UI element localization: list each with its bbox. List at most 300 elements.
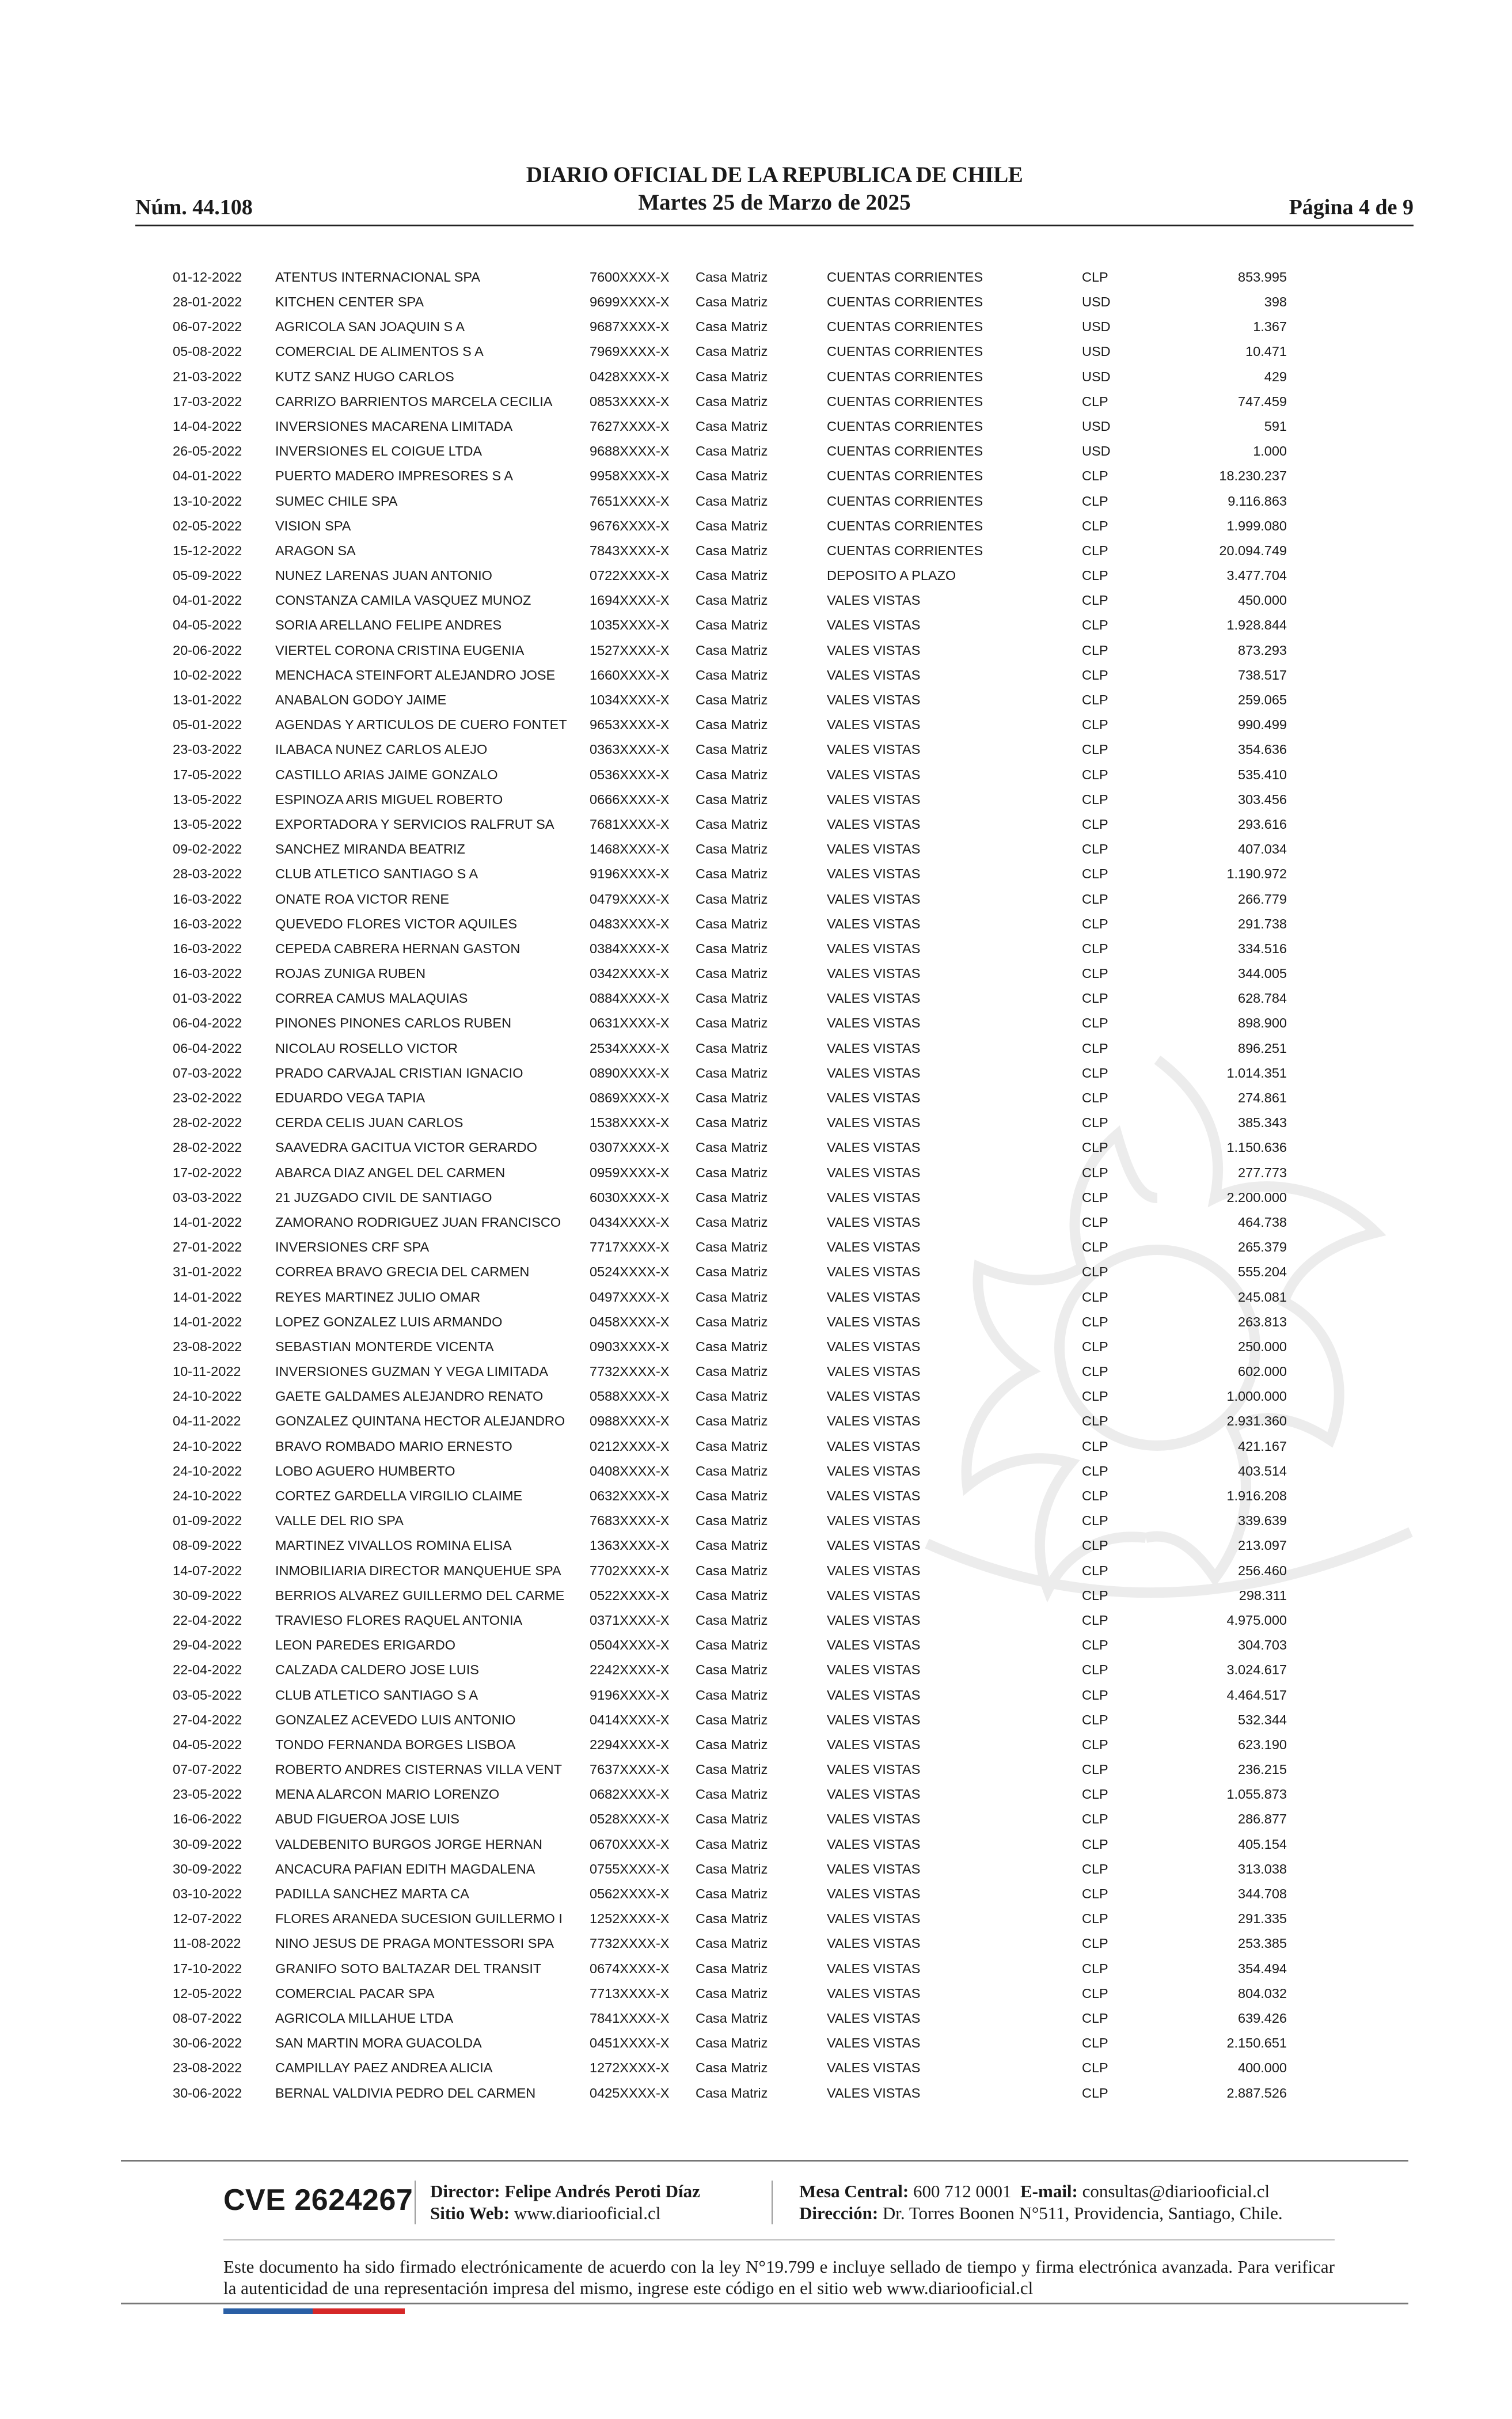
product-type-cell: CUENTAS CORRIENTES — [827, 344, 983, 359]
holder-name-cell: CORTEZ GARDELLA VIRGILIO CLAIME — [275, 1488, 523, 1504]
branch-cell: Casa Matriz — [696, 1289, 768, 1305]
holder-name-cell: LOBO AGUERO HUMBERTO — [275, 1463, 455, 1478]
rut-cell: 0371XXXX-X — [590, 1612, 670, 1628]
table-row — [173, 638, 1287, 663]
rut-cell: 1660XXXX-X — [590, 667, 670, 683]
holder-name-cell: SANCHEZ MIRANDA BEATRIZ — [275, 841, 465, 857]
branch-cell: Casa Matriz — [696, 1015, 768, 1031]
table-row — [173, 1608, 1287, 1633]
table-row — [173, 1882, 1287, 1906]
holder-name-cell: ROBERTO ANDRES CISTERNAS VILLA VENT — [275, 1762, 562, 1777]
product-type-cell: VALES VISTAS — [827, 667, 921, 683]
table-row — [173, 763, 1287, 787]
currency-cell: CLP — [1082, 2035, 1108, 2051]
holder-name-cell: PADILLA SANCHEZ MARTA CA — [275, 1886, 469, 1902]
table-row — [173, 1732, 1287, 1757]
table-row — [173, 738, 1287, 763]
date-cell: 02-05-2022 — [173, 518, 242, 533]
branch-cell: Casa Matriz — [696, 1140, 768, 1155]
table-row — [173, 1583, 1287, 1608]
holder-name-cell: CONSTANZA CAMILA VASQUEZ MUNOZ — [275, 593, 531, 608]
holder-name-cell: CARRIZO BARRIENTOS MARCELA CECILIA — [275, 393, 553, 409]
branch-cell: Casa Matriz — [696, 1762, 768, 1777]
date-cell: 21-03-2022 — [173, 369, 242, 384]
currency-cell: CLP — [1082, 1040, 1108, 1056]
amount-cell: 464.738 — [1238, 1214, 1287, 1230]
rut-cell: 9688XXXX-X — [590, 443, 670, 459]
holder-name-cell: VISION SPA — [275, 518, 351, 533]
header-rule — [135, 225, 1414, 226]
table-row — [173, 1484, 1287, 1508]
table-row — [173, 887, 1287, 912]
date-cell: 30-06-2022 — [173, 2085, 242, 2100]
table-row — [173, 1658, 1287, 1683]
holder-name-cell: MARTINEZ VIVALLOS ROMINA ELISA — [275, 1538, 512, 1553]
product-type-cell: VALES VISTAS — [827, 1687, 921, 1703]
branch-cell: Casa Matriz — [696, 791, 768, 807]
rut-cell: 7683XXXX-X — [590, 1513, 670, 1529]
amount-cell: 429 — [1264, 369, 1287, 384]
table-row — [173, 1708, 1287, 1732]
product-type-cell: CUENTAS CORRIENTES — [827, 294, 983, 310]
table-row — [173, 1086, 1287, 1110]
rut-cell: 0988XXXX-X — [590, 1413, 670, 1429]
holder-name-cell: INVERSIONES CRF SPA — [275, 1239, 430, 1255]
amount-cell: 1.000.000 — [1226, 1389, 1287, 1404]
holder-name-cell: PINONES PINONES CARLOS RUBEN — [275, 1015, 512, 1031]
currency-cell: CLP — [1082, 1712, 1108, 1727]
rut-cell: 9653XXXX-X — [590, 717, 670, 733]
amount-cell: 385.343 — [1238, 1115, 1287, 1131]
amount-cell: 1.055.873 — [1226, 1787, 1287, 1802]
amount-cell: 256.460 — [1238, 1563, 1287, 1578]
rut-cell: 0853XXXX-X — [590, 393, 670, 409]
currency-cell: CLP — [1082, 1787, 1108, 1802]
date-cell: 28-02-2022 — [173, 1140, 242, 1155]
currency-cell: USD — [1082, 443, 1111, 459]
currency-cell: CLP — [1082, 1189, 1108, 1205]
holder-name-cell: SEBASTIAN MONTERDE VICENTA — [275, 1339, 494, 1354]
amount-cell: 623.190 — [1238, 1736, 1287, 1752]
table-row — [173, 613, 1287, 638]
rut-cell: 7637XXXX-X — [590, 1762, 670, 1777]
table-row — [173, 986, 1287, 1011]
currency-cell: CLP — [1082, 1264, 1108, 1280]
amount-cell: 535.410 — [1238, 767, 1287, 782]
date-cell: 17-03-2022 — [173, 393, 242, 409]
amount-cell: 1.150.636 — [1226, 1140, 1287, 1155]
currency-cell: CLP — [1082, 816, 1108, 832]
rut-cell: 0524XXXX-X — [590, 1264, 670, 1280]
amount-cell: 1.014.351 — [1226, 1065, 1287, 1080]
product-type-cell: CUENTAS CORRIENTES — [827, 369, 983, 384]
rut-cell: 7713XXXX-X — [590, 1985, 670, 2001]
rut-cell: 1034XXXX-X — [590, 692, 670, 708]
holder-name-cell: INMOBILIARIA DIRECTOR MANQUEHUE SPA — [275, 1563, 561, 1578]
rut-cell: 1538XXXX-X — [590, 1115, 670, 1131]
currency-cell: CLP — [1082, 1861, 1108, 1876]
mesa-label: Mesa Central: — [799, 2181, 909, 2201]
branch-cell: Casa Matriz — [696, 1214, 768, 1230]
date-cell: 17-10-2022 — [173, 1961, 242, 1976]
holder-name-cell: 21 JUZGADO CIVIL DE SANTIAGO — [275, 1189, 492, 1205]
holder-name-cell: QUEVEDO FLORES VICTOR AQUILES — [275, 916, 518, 931]
branch-cell: Casa Matriz — [696, 1438, 768, 1454]
branch-cell: Casa Matriz — [696, 1065, 768, 1080]
date-cell: 14-01-2022 — [173, 1314, 242, 1329]
holder-name-cell: ZAMORANO RODRIGUEZ JUAN FRANCISCO — [275, 1214, 561, 1230]
holder-name-cell: AGRICOLA SAN JOAQUIN S A — [275, 319, 465, 335]
currency-cell: CLP — [1082, 1090, 1108, 1106]
rut-cell: 0666XXXX-X — [590, 791, 670, 807]
rut-cell: 0212XXXX-X — [590, 1438, 670, 1454]
table-row — [173, 1782, 1287, 1807]
table-row — [173, 563, 1287, 588]
currency-cell: CLP — [1082, 543, 1108, 558]
currency-cell: CLP — [1082, 393, 1108, 409]
currency-cell: CLP — [1082, 891, 1108, 907]
table-row — [173, 2056, 1287, 2081]
email-label: E-mail: — [1020, 2181, 1078, 2201]
currency-cell: CLP — [1082, 642, 1108, 658]
date-cell: 16-06-2022 — [173, 1811, 242, 1827]
holder-name-cell: CORREA CAMUS MALAQUIAS — [275, 991, 468, 1006]
branch-cell: Casa Matriz — [696, 1911, 768, 1927]
branch-cell: Casa Matriz — [696, 1189, 768, 1205]
date-cell: 03-03-2022 — [173, 1189, 242, 1205]
currency-cell: CLP — [1082, 1438, 1108, 1454]
date-cell: 07-03-2022 — [173, 1065, 242, 1080]
date-cell: 13-05-2022 — [173, 816, 242, 832]
product-type-cell: CUENTAS CORRIENTES — [827, 518, 983, 533]
table-row — [173, 389, 1287, 414]
rut-cell: 2242XXXX-X — [590, 1662, 670, 1678]
holder-name-cell: ILABACA NUNEZ CARLOS ALEJO — [275, 742, 488, 757]
product-type-cell: VALES VISTAS — [827, 1961, 921, 1976]
rut-cell: 9958XXXX-X — [590, 468, 670, 484]
currency-cell: CLP — [1082, 1364, 1108, 1379]
product-type-cell: VALES VISTAS — [827, 692, 921, 708]
rut-cell: 1252XXXX-X — [590, 1911, 670, 1927]
cve-code: CVE 2624267 — [223, 2183, 413, 2217]
table-row — [173, 1036, 1287, 1061]
amount-cell: 896.251 — [1238, 1040, 1287, 1056]
rut-cell: 7841XXXX-X — [590, 2010, 670, 2026]
holder-name-cell: ANCACURA PAFIAN EDITH MAGDALENA — [275, 1861, 535, 1876]
holder-name-cell: AGENDAS Y ARTICULOS DE CUERO FONTET — [275, 717, 567, 733]
table-row — [173, 961, 1287, 986]
currency-cell: CLP — [1082, 1389, 1108, 1404]
currency-cell: CLP — [1082, 767, 1108, 782]
rut-cell: 0363XXXX-X — [590, 742, 670, 757]
table-row — [173, 1459, 1287, 1484]
table-row — [173, 1409, 1287, 1434]
amount-cell: 398 — [1264, 294, 1287, 310]
address-line — [799, 2202, 1283, 2224]
rut-cell: 9699XXXX-X — [590, 294, 670, 310]
date-cell: 31-01-2022 — [173, 1264, 242, 1280]
rut-cell: 0479XXXX-X — [590, 891, 670, 907]
holder-name-cell: BERRIOS ALVAREZ GUILLERMO DEL CARME — [275, 1587, 565, 1603]
email-link[interactable]: consultas@diariooficial.cl — [1082, 2181, 1270, 2201]
amount-cell: 265.379 — [1238, 1239, 1287, 1255]
product-type-cell: VALES VISTAS — [827, 2060, 921, 2076]
table-row — [173, 414, 1287, 439]
branch-cell: Casa Matriz — [696, 369, 768, 384]
branch-cell: Casa Matriz — [696, 1115, 768, 1131]
amount-cell: 4.464.517 — [1226, 1687, 1287, 1703]
address-label: Dirección: — [799, 2203, 879, 2223]
legal-notice: Este documento ha sido firmado electrónicamente de acuerdo con la ley N°19.799 e incluye sellado de tiempo y firma electrónica avanzada. Para verificar la autenticidad de una representación impresa del mismo, ingrese este código en el sitio web www.diariooficial.cl — [223, 2257, 1335, 2298]
rut-cell: 1272XXXX-X — [590, 2060, 670, 2076]
rut-cell: 1468XXXX-X — [590, 841, 670, 857]
currency-cell: CLP — [1082, 1488, 1108, 1504]
table-row — [173, 1434, 1287, 1459]
product-type-cell: VALES VISTAS — [827, 2035, 921, 2051]
table-row — [173, 340, 1287, 365]
table-row — [173, 1161, 1287, 1185]
branch-cell: Casa Matriz — [696, 294, 768, 310]
holder-name-cell: ROJAS ZUNIGA RUBEN — [275, 966, 426, 981]
rut-cell: 0670XXXX-X — [590, 1836, 670, 1852]
date-cell: 08-07-2022 — [173, 2010, 242, 2026]
branch-cell: Casa Matriz — [696, 1836, 768, 1852]
date-cell: 28-02-2022 — [173, 1115, 242, 1131]
branch-cell: Casa Matriz — [696, 1687, 768, 1703]
date-cell: 29-04-2022 — [173, 1637, 242, 1653]
branch-cell: Casa Matriz — [696, 2085, 768, 2100]
amount-cell: 236.215 — [1238, 1762, 1287, 1777]
amount-cell: 2.931.360 — [1226, 1413, 1287, 1429]
product-type-cell: VALES VISTAS — [827, 816, 921, 832]
product-type-cell: VALES VISTAS — [827, 1364, 921, 1379]
table-row — [173, 365, 1287, 389]
amount-cell: 450.000 — [1238, 593, 1287, 608]
rut-cell: 1527XXXX-X — [590, 642, 670, 658]
table-row — [173, 1136, 1287, 1161]
amount-cell: 747.459 — [1238, 393, 1287, 409]
holder-name-cell: INVERSIONES GUZMAN Y VEGA LIMITADA — [275, 1364, 549, 1379]
table-row — [173, 1683, 1287, 1708]
amount-cell: 354.494 — [1238, 1961, 1287, 1976]
holder-name-cell: PUERTO MADERO IMPRESORES S A — [275, 468, 514, 484]
rut-cell: 1035XXXX-X — [590, 617, 670, 633]
holder-name-cell: CORREA BRAVO GRECIA DEL CARMEN — [275, 1264, 530, 1280]
date-cell: 01-12-2022 — [173, 269, 242, 285]
branch-cell: Casa Matriz — [696, 518, 768, 533]
product-type-cell: CUENTAS CORRIENTES — [827, 493, 983, 509]
rut-cell: 0682XXXX-X — [590, 1787, 670, 1802]
amount-cell: 250.000 — [1238, 1339, 1287, 1354]
rut-cell: 7702XXXX-X — [590, 1563, 670, 1578]
branch-cell: Casa Matriz — [696, 1090, 768, 1106]
date-cell: 04-11-2022 — [173, 1413, 241, 1429]
branch-cell: Casa Matriz — [696, 1985, 768, 2001]
currency-cell: USD — [1082, 294, 1111, 310]
date-cell: 24-10-2022 — [173, 1463, 242, 1478]
currency-cell: CLP — [1082, 1239, 1108, 1255]
currency-cell: CLP — [1082, 617, 1108, 633]
branch-cell: Casa Matriz — [696, 941, 768, 956]
rut-cell: 1694XXXX-X — [590, 593, 670, 608]
date-cell: 23-03-2022 — [173, 742, 242, 757]
branch-cell: Casa Matriz — [696, 1861, 768, 1876]
amount-cell: 339.639 — [1238, 1513, 1287, 1529]
branch-cell: Casa Matriz — [696, 916, 768, 931]
product-type-cell: CUENTAS CORRIENTES — [827, 543, 983, 558]
product-type-cell: VALES VISTAS — [827, 1214, 921, 1230]
rut-cell: 0504XXXX-X — [590, 1637, 670, 1653]
holder-name-cell: CERDA CELIS JUAN CARLOS — [275, 1115, 464, 1131]
product-type-cell: VALES VISTAS — [827, 1015, 921, 1031]
table-row — [173, 1235, 1287, 1260]
holder-name-cell: COMERCIAL PACAR SPA — [275, 1985, 435, 2001]
product-type-cell: VALES VISTAS — [827, 1314, 921, 1329]
currency-cell: CLP — [1082, 1165, 1108, 1180]
currency-cell: CLP — [1082, 991, 1108, 1006]
address-text: Dr. Torres Boonen N°511, Providencia, Santiago, Chile. — [882, 2203, 1283, 2223]
table-row — [173, 1633, 1287, 1658]
product-type-cell: VALES VISTAS — [827, 1264, 921, 1280]
product-type-cell: VALES VISTAS — [827, 1339, 921, 1354]
product-type-cell: VALES VISTAS — [827, 617, 921, 633]
date-cell: 12-05-2022 — [173, 1985, 242, 2001]
branch-cell: Casa Matriz — [696, 966, 768, 981]
product-type-cell: VALES VISTAS — [827, 1065, 921, 1080]
currency-cell: CLP — [1082, 1687, 1108, 1703]
holder-name-cell: GRANIFO SOTO BALTAZAR DEL TRANSIT — [275, 1961, 542, 1976]
date-cell: 03-10-2022 — [173, 1886, 242, 1902]
holder-name-cell: FLORES ARANEDA SUCESION GUILLERMO I — [275, 1911, 563, 1927]
amount-cell: 873.293 — [1238, 642, 1287, 658]
date-cell: 05-09-2022 — [173, 568, 242, 583]
branch-cell: Casa Matriz — [696, 1637, 768, 1653]
rut-cell: 0674XXXX-X — [590, 1961, 670, 1976]
holder-name-cell: VIERTEL CORONA CRISTINA EUGENIA — [275, 642, 525, 658]
holder-name-cell: BERNAL VALDIVIA PEDRO DEL CARMEN — [275, 2085, 536, 2100]
amount-cell: 259.065 — [1238, 692, 1287, 708]
rut-cell: 7969XXXX-X — [590, 344, 670, 359]
date-cell: 23-08-2022 — [173, 1339, 242, 1354]
holder-name-cell: SUMEC CHILE SPA — [275, 493, 398, 509]
table-row — [173, 1260, 1287, 1285]
branch-cell: Casa Matriz — [696, 2035, 768, 2051]
product-type-cell: CUENTAS CORRIENTES — [827, 418, 983, 434]
table-row — [173, 862, 1287, 887]
holder-name-cell: TONDO FERNANDA BORGES LISBOA — [275, 1736, 516, 1752]
date-cell: 12-07-2022 — [173, 1911, 242, 1927]
rut-cell: 6030XXXX-X — [590, 1189, 670, 1205]
product-type-cell: VALES VISTAS — [827, 941, 921, 956]
product-type-cell: VALES VISTAS — [827, 1861, 921, 1876]
currency-cell: CLP — [1082, 1413, 1108, 1429]
amount-cell: 853.995 — [1238, 269, 1287, 285]
currency-cell: CLP — [1082, 1563, 1108, 1578]
amount-cell: 277.773 — [1238, 1165, 1287, 1180]
product-type-cell: VALES VISTAS — [827, 2010, 921, 2026]
date-cell: 30-09-2022 — [173, 1587, 242, 1603]
amount-cell: 804.032 — [1238, 1985, 1287, 2001]
branch-cell: Casa Matriz — [696, 593, 768, 608]
branch-cell: Casa Matriz — [696, 1165, 768, 1180]
product-type-cell: VALES VISTAS — [827, 767, 921, 782]
date-cell: 03-05-2022 — [173, 1687, 242, 1703]
holder-name-cell: ARAGON SA — [275, 543, 356, 558]
table-row — [173, 1857, 1287, 1882]
amount-cell: 3.477.704 — [1226, 568, 1287, 583]
product-type-cell: VALES VISTAS — [827, 791, 921, 807]
rut-cell: 0342XXXX-X — [590, 966, 670, 981]
date-cell: 14-01-2022 — [173, 1289, 242, 1305]
date-cell: 28-03-2022 — [173, 866, 242, 882]
rut-cell: 0428XXXX-X — [590, 369, 670, 384]
holder-name-cell: SAAVEDRA GACITUA VICTOR GERARDO — [275, 1140, 537, 1155]
date-cell: 14-01-2022 — [173, 1214, 242, 1230]
currency-cell: CLP — [1082, 1538, 1108, 1553]
rut-cell: 2294XXXX-X — [590, 1736, 670, 1752]
table-row — [173, 1757, 1287, 1782]
holder-name-cell: LEON PAREDES ERIGARDO — [275, 1637, 455, 1653]
holder-name-cell: CLUB ATLETICO SANTIAGO S A — [275, 866, 478, 882]
product-type-cell: CUENTAS CORRIENTES — [827, 319, 983, 335]
branch-cell: Casa Matriz — [696, 2060, 768, 2076]
amount-cell: 9.116.863 — [1228, 493, 1287, 509]
holder-name-cell: CEPEDA CABRERA HERNAN GASTON — [275, 941, 521, 956]
date-cell: 16-03-2022 — [173, 891, 242, 907]
product-type-cell: VALES VISTAS — [827, 1463, 921, 1478]
holder-name-cell: INVERSIONES MACARENA LIMITADA — [275, 418, 513, 434]
table-row — [173, 314, 1287, 339]
amount-cell: 403.514 — [1238, 1463, 1287, 1478]
branch-cell: Casa Matriz — [696, 1612, 768, 1628]
product-type-cell: VALES VISTAS — [827, 593, 921, 608]
rut-cell: 0722XXXX-X — [590, 568, 670, 583]
holder-name-cell: TRAVIESO FLORES RAQUEL ANTONIA — [275, 1612, 523, 1628]
currency-cell: CLP — [1082, 1911, 1108, 1927]
currency-cell: CLP — [1082, 1961, 1108, 1976]
currency-cell: CLP — [1082, 1065, 1108, 1080]
date-cell: 01-09-2022 — [173, 1513, 242, 1529]
table-row — [173, 1359, 1287, 1384]
amount-cell: 2.200.000 — [1226, 1189, 1287, 1205]
date-cell: 20-06-2022 — [173, 642, 242, 658]
amount-cell: 303.456 — [1238, 791, 1287, 807]
date-cell: 27-04-2022 — [173, 1712, 242, 1727]
date-cell: 07-07-2022 — [173, 1762, 242, 1777]
holder-name-cell: BRAVO ROMBADO MARIO ERNESTO — [275, 1438, 512, 1454]
branch-cell: Casa Matriz — [696, 1040, 768, 1056]
branch-cell: Casa Matriz — [696, 841, 768, 857]
branch-cell: Casa Matriz — [696, 1364, 768, 1379]
date-cell: 24-10-2022 — [173, 1438, 242, 1454]
amount-cell: 738.517 — [1238, 667, 1287, 683]
currency-cell: USD — [1082, 369, 1111, 384]
website-link[interactable]: www.diariooficial.cl — [514, 2203, 661, 2223]
flag-red-stripe — [313, 2308, 405, 2314]
date-cell: 22-04-2022 — [173, 1662, 242, 1678]
product-type-cell: VALES VISTAS — [827, 717, 921, 733]
product-type-cell: DEPOSITO A PLAZO — [827, 568, 956, 583]
currency-cell: CLP — [1082, 1289, 1108, 1305]
rut-cell: 9196XXXX-X — [590, 1687, 670, 1703]
table-row — [173, 1334, 1287, 1359]
date-cell: 17-05-2022 — [173, 767, 242, 782]
branch-cell: Casa Matriz — [696, 617, 768, 633]
amount-cell: 602.000 — [1238, 1364, 1287, 1379]
rut-cell: 0588XXXX-X — [590, 1389, 670, 1404]
amount-cell: 405.154 — [1238, 1836, 1287, 1852]
currency-cell: CLP — [1082, 717, 1108, 733]
